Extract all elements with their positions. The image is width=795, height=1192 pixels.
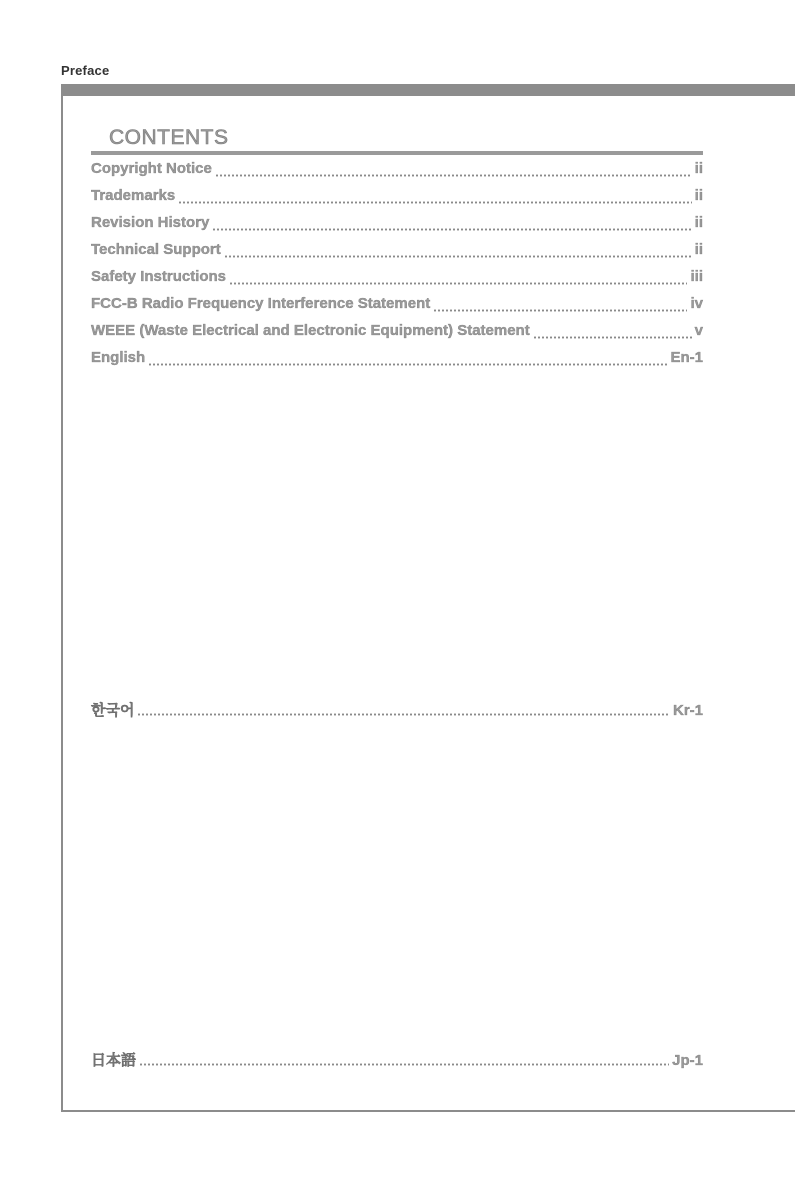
toc-dot-leader — [148, 363, 667, 366]
toc-entry-page: ii — [694, 241, 703, 258]
toc-entry-fcc-statement[interactable] — [91, 295, 703, 317]
toc-entry-technical-support[interactable] — [91, 241, 703, 263]
toc-entry-copyright-notice[interactable] — [91, 160, 703, 182]
toc-entry-label: 한국어 — [91, 702, 135, 719]
toc-entry-label: FCC-B Radio Frequency Interference Statement — [91, 295, 431, 312]
toc-dot-leader — [229, 282, 687, 285]
toc-entry-page: v — [694, 322, 703, 339]
toc-entry-japanese[interactable] — [91, 1049, 703, 1071]
toc-entry-revision-history[interactable] — [91, 214, 703, 236]
toc-entry-korean[interactable] — [91, 699, 703, 721]
toc-entry-label: 日本語 — [91, 1052, 137, 1069]
toc-entry-label: English — [91, 349, 146, 366]
toc-entry-safety-instructions[interactable] — [91, 268, 703, 290]
toc-entry-label: Technical Support — [91, 241, 221, 258]
toc-entry-label: Trademarks — [91, 187, 176, 204]
toc-entry-page: ii — [694, 160, 703, 177]
toc-dot-leader — [433, 309, 687, 312]
toc-entry-page: Jp-1 — [672, 1052, 703, 1069]
toc-entry-page: iv — [690, 295, 703, 312]
toc-entry-page: ii — [694, 187, 703, 204]
toc-entry-label: Revision History — [91, 214, 210, 231]
toc-entry-english[interactable] — [91, 349, 703, 371]
toc-dot-leader — [215, 174, 692, 177]
header-bar — [61, 84, 795, 96]
page-header-section: Preface — [61, 63, 110, 78]
toc-dot-leader — [224, 255, 692, 258]
toc-dot-leader — [178, 201, 691, 204]
toc-entry-label: WEEE (Waste Electrical and Electronic Equipment) Statement — [91, 322, 530, 339]
toc-dot-leader — [137, 713, 670, 716]
toc-dot-leader — [212, 228, 691, 231]
toc-entry-trademarks[interactable] — [91, 187, 703, 209]
toc-dot-leader — [533, 336, 692, 339]
toc-entry-label: Copyright Notice — [91, 160, 212, 177]
toc-entry-page: iii — [690, 268, 703, 285]
toc-entry-page: Kr-1 — [672, 702, 703, 719]
toc-dot-leader — [139, 1063, 669, 1066]
toc-entry-page: En-1 — [670, 349, 703, 366]
toc-entry-label: Safety Instructions — [91, 268, 227, 285]
toc-entry-weee-statement[interactable] — [91, 322, 703, 344]
contents-title: CONTENTS — [109, 126, 229, 149]
toc-entry-page: ii — [694, 214, 703, 231]
title-rule — [91, 151, 703, 155]
